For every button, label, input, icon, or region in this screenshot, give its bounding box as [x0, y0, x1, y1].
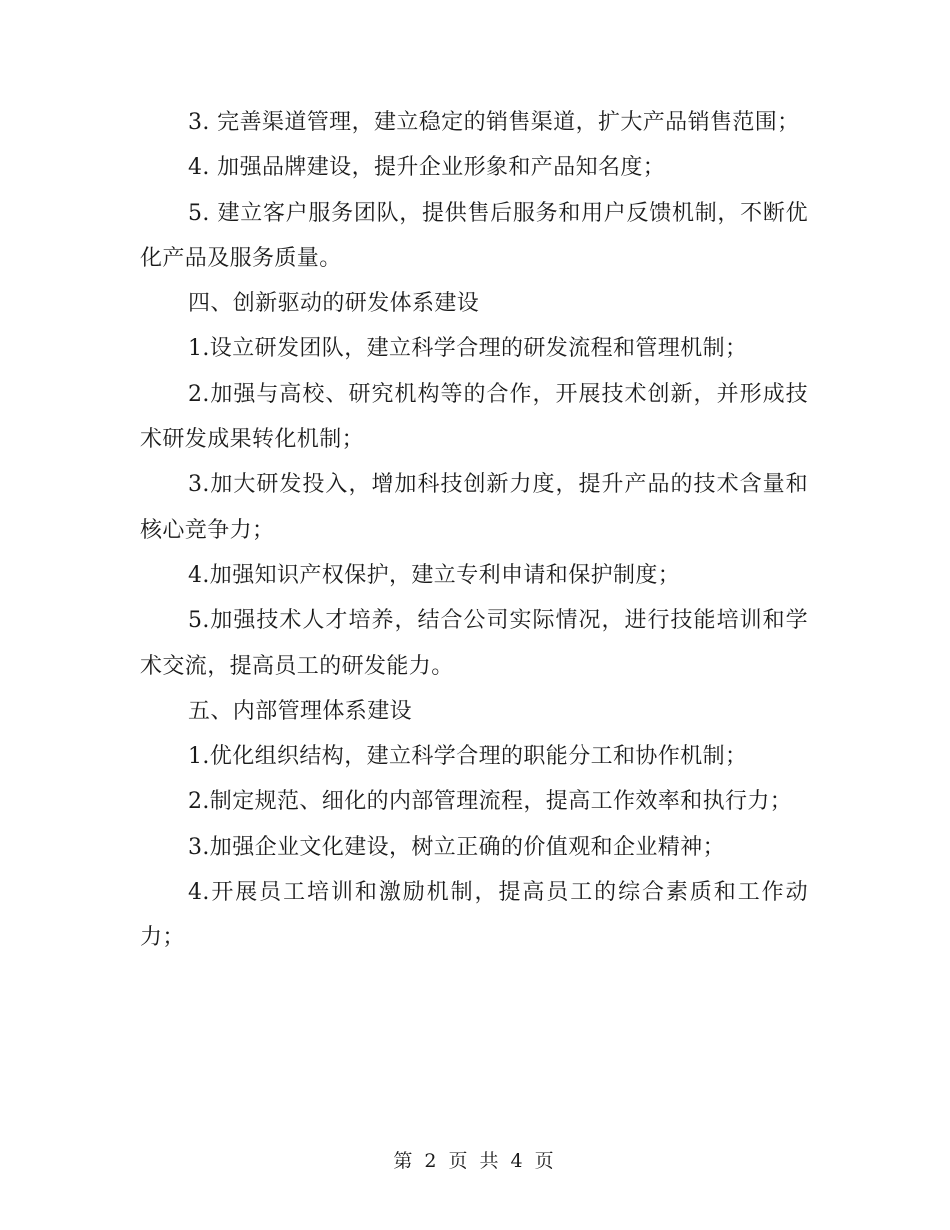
paragraph-customer-service: 5. 建立客户服务团队，提供售后服务和用户反馈机制，不断优化产品及服务质量。 — [140, 200, 808, 271]
paragraph-brand-building: 4. 加强品牌建设，提升企业形象和产品知名度； — [188, 155, 666, 181]
paragraph-rd-team: 1.设立研发团队，建立科学合理的研发流程和管理机制； — [188, 336, 748, 362]
section-heading-management: 五、内部管理体系建设 — [188, 698, 413, 724]
paragraph-talent-training: 5.加强技术人才培养，结合公司实际情况，进行技能培训和学术交流，提高员工的研发能力。 — [140, 608, 808, 679]
page-number-footer: 第 2 页 共 4 页 — [393, 1150, 557, 1172]
paragraph-staff-training: 4.开展员工培训和激励机制，提高员工的综合素质和工作动力； — [140, 880, 808, 951]
paragraph-channel-management: 3. 完善渠道管理，建立稳定的销售渠道，扩大产品销售范围； — [188, 110, 800, 135]
section-heading-rd: 四、创新驱动的研发体系建设 — [188, 291, 480, 317]
document-body — [140, 100, 808, 961]
paragraph-rd-investment: 3.加大研发投入，增加科技创新力度，提升产品的技术含量和核心竞争力； — [140, 472, 808, 543]
paragraph-rd-cooperation: 2.加强与高校、研究机构等的合作，开展技术创新，并形成技术研发成果转化机制； — [140, 381, 808, 453]
paragraph-ip-protection: 4.加强知识产权保护，建立专利申请和保护制度； — [188, 562, 681, 588]
paragraph-management-process: 2.制定规范、细化的内部管理流程，提高工作效率和执行力； — [188, 789, 793, 815]
paragraph-corporate-culture: 3.加强企业文化建设，树立正确的价值观和企业精神； — [188, 834, 725, 860]
paragraph-org-structure: 1.优化组织结构，建立科学合理的职能分工和协作机制； — [188, 744, 748, 770]
